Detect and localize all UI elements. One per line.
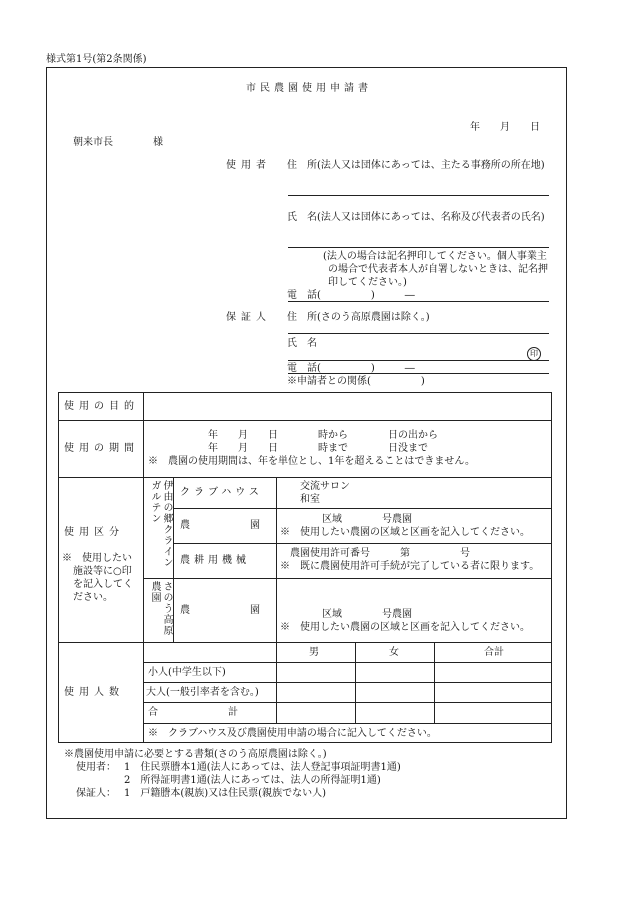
seal-mark-icon: 印	[527, 347, 541, 361]
applicant-address-underline	[288, 195, 549, 196]
purpose-label: 使用の目的	[64, 400, 139, 412]
clubhouse-option-washitsu: 和室	[300, 494, 320, 505]
farm-note: ※ 使用したい農園の区域と区画を記入してください。	[280, 527, 530, 538]
farm2-note: ※ 使用したい農園の区域と区画を記入してください。	[280, 622, 530, 633]
documents-applicant-label: 使用者：	[76, 762, 116, 773]
col-female: 女	[389, 647, 399, 658]
usage-note-2: 施設等に○印	[73, 566, 132, 577]
guarantor-address-underline	[288, 333, 549, 334]
applicant-seal-note-1: (法人の場合は記名押印してください。個人事業主	[323, 251, 547, 262]
applicant-seal-note-2: の場合で代表者本人が自署しないときは、記名押	[328, 264, 548, 275]
guarantor-section-label: 保証人	[226, 312, 271, 323]
documents-item-1: 1 住民票謄本1通(法人にあっては、法人登記事項証明書1通)	[124, 762, 401, 773]
applicant-phone-underline	[288, 301, 549, 302]
col-male: 男	[309, 647, 319, 658]
guarantor-name-underline	[288, 360, 549, 361]
applicant-name-underline	[288, 247, 549, 248]
applicant-phone-label: 電 話( ) ―	[287, 290, 415, 301]
period-from-line: 年 月 日 時から 日の出から	[208, 430, 438, 441]
documents-item-3: 1 戸籍謄本(親族)又は住民票(親族でない人)	[124, 788, 326, 799]
machine-note: ※ 既に農園使用許可手続が完了している者に限ります。	[280, 561, 540, 572]
applicant-name-label: 氏 名(法人又は団体にあっては、名称及び代表者の氏名)	[287, 212, 545, 223]
guarantor-address-label: 住 所(さのう高原農園は除く。)	[287, 312, 430, 323]
usage-note-1: ※ 使用したい	[62, 553, 132, 564]
machine-permit-line: 農園使用許可番号 第 号	[290, 548, 470, 559]
machine-label: 農耕用機械	[180, 555, 250, 566]
usage-note-4: ださい。	[73, 592, 113, 603]
form-number: 様式第1号(第2条関係)	[46, 54, 147, 65]
applicant-section-label: 使用者	[226, 160, 271, 171]
documents-heading: ※農園使用申請に必要とする書類(さのう高原農園は除く。)	[64, 749, 327, 760]
farm-area-line: 区域 号農園	[322, 514, 412, 525]
applicant-seal-note-3: 印してください。)	[328, 277, 407, 288]
documents-guarantor-label: 保証人：	[76, 788, 116, 799]
people-note: ※ クラブハウス及び農園使用申請の場合に記入してください。	[148, 728, 437, 739]
period-note: ※ 農園の使用期間は、年を単位とし、1年を超えることはできません。	[148, 456, 475, 467]
farm-label: 農 園	[180, 520, 260, 531]
row-total: 合 計	[148, 707, 238, 718]
addressee: 朝来市長 様	[73, 137, 163, 148]
clubhouse-option-salon: 交流サロン	[300, 481, 350, 492]
date-line: 年 月 日	[470, 122, 540, 133]
people-label: 使用人数	[64, 687, 124, 698]
form-title: 市民農園使用申請書	[246, 83, 372, 94]
usage-label: 使用区分	[64, 527, 124, 538]
row-child: 小人(中学生以下)	[148, 667, 226, 678]
farm2-area-line: 区域 号農園	[322, 609, 412, 620]
col-total: 合計	[484, 647, 504, 658]
period-label: 使用の期間	[64, 443, 139, 454]
applicant-address-label: 住 所(法人又は団体にあっては、主たる事務所の所在地)	[287, 160, 545, 171]
documents-item-2: 2 所得証明書1通(法人にあっては、法人の所得証明1通)	[124, 775, 381, 786]
guarantor-relation-label: ※申請者との関係( )	[287, 376, 425, 387]
usage-note-3: を記入してく	[73, 579, 133, 590]
clubhouse-label: クラブハウス	[180, 487, 263, 498]
guarantor-phone-label: 電 話( ) ―	[287, 363, 415, 374]
row-adult: 大人(一般引率者を含む。)	[146, 687, 259, 698]
guarantor-name-label: 氏 名	[287, 338, 317, 349]
group-sanou-kogen-farm: さのう高原農園	[149, 581, 172, 636]
farm2-label: 農 園	[180, 604, 260, 616]
group-iyu-kleingarten: 伊由の郷クラインガルテン	[149, 480, 172, 568]
guarantor-phone-underline	[288, 373, 549, 374]
period-to-line: 年 月 日 時まで 日没まで	[208, 443, 428, 454]
